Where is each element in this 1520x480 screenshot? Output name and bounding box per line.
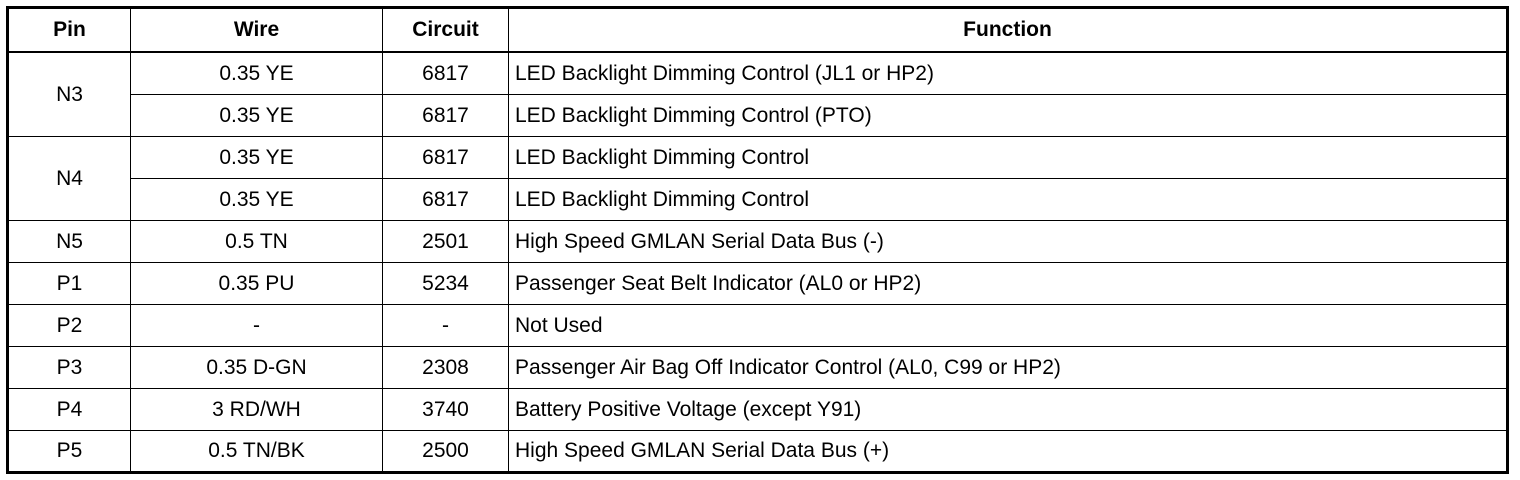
- table-row: [8, 179, 1508, 221]
- header-wire: Wire: [131, 8, 383, 53]
- function-cell: LED Backlight Dimming Control (PTO): [509, 95, 1508, 137]
- header-function: Function: [509, 8, 1508, 53]
- wire-cell: 3 RD/WH: [131, 389, 383, 431]
- circuit-cell: 6817: [383, 95, 509, 137]
- pin-cell: P4: [8, 389, 131, 431]
- wire-cell: 0.35 YE: [131, 95, 383, 137]
- wire-cell: 0.35 PU: [131, 263, 383, 305]
- wire-cell: 0.5 TN/BK: [131, 431, 383, 473]
- table-row: [8, 137, 1508, 179]
- circuit-cell: 5234: [383, 263, 509, 305]
- connector-pinout-table-container: [6, 6, 1506, 474]
- table-row: [8, 52, 1508, 95]
- wire-cell: 0.35 YE: [131, 52, 383, 95]
- circuit-cell: 3740: [383, 389, 509, 431]
- function-cell: Passenger Air Bag Off Indicator Control (AL0, C99 or HP2): [509, 347, 1508, 389]
- circuit-cell: 6817: [383, 52, 509, 95]
- circuit-cell: 2501: [383, 221, 509, 263]
- function-cell: LED Backlight Dimming Control (JL1 or HP2): [509, 52, 1508, 95]
- wire-cell: -: [131, 305, 383, 347]
- table-row: [8, 389, 1508, 431]
- function-cell: High Speed GMLAN Serial Data Bus (-): [509, 221, 1508, 263]
- pin-cell: N4: [8, 137, 131, 221]
- header-pin: Pin: [8, 8, 131, 53]
- header-row: [8, 8, 1508, 53]
- table-row: [8, 347, 1508, 389]
- pin-cell: N3: [8, 52, 131, 137]
- circuit-cell: 2500: [383, 431, 509, 473]
- circuit-cell: -: [383, 305, 509, 347]
- pin-cell: P1: [8, 263, 131, 305]
- circuit-cell: 2308: [383, 347, 509, 389]
- header-circuit: Circuit: [383, 8, 509, 53]
- function-cell: Battery Positive Voltage (except Y91): [509, 389, 1508, 431]
- wire-cell: 0.5 TN: [131, 221, 383, 263]
- function-cell: LED Backlight Dimming Control: [509, 137, 1508, 179]
- pin-cell: N5: [8, 221, 131, 263]
- function-cell: Not Used: [509, 305, 1508, 347]
- pin-cell: P3: [8, 347, 131, 389]
- function-cell: High Speed GMLAN Serial Data Bus (+): [509, 431, 1508, 473]
- wire-cell: 0.35 YE: [131, 137, 383, 179]
- table-row: [8, 95, 1508, 137]
- table-row: [8, 431, 1508, 473]
- circuit-cell: 6817: [383, 137, 509, 179]
- circuit-cell: 6817: [383, 179, 509, 221]
- wire-cell: 0.35 D-GN: [131, 347, 383, 389]
- function-cell: LED Backlight Dimming Control: [509, 179, 1508, 221]
- wire-cell: 0.35 YE: [131, 179, 383, 221]
- function-cell: Passenger Seat Belt Indicator (AL0 or HP2): [509, 263, 1508, 305]
- table-row: [8, 221, 1508, 263]
- table-row: [8, 305, 1508, 347]
- pin-cell: P5: [8, 431, 131, 473]
- connector-pinout-table: [6, 6, 1509, 474]
- pin-cell: P2: [8, 305, 131, 347]
- table-row: [8, 263, 1508, 305]
